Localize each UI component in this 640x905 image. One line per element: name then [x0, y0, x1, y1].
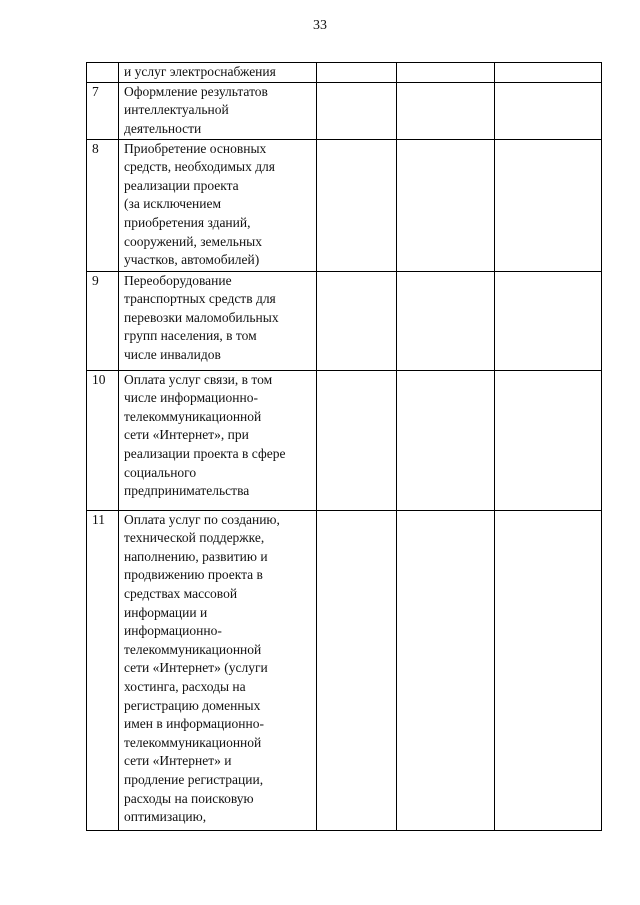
expense-name-line: сооружений, земельных — [124, 233, 262, 249]
amount-cell-1 — [317, 370, 397, 510]
amount-cell-1 — [317, 139, 397, 271]
expense-name-line: транспортных средств для — [124, 291, 276, 307]
expense-name-line: реализации проекта — [124, 177, 239, 193]
row-number-cell: 10 — [87, 370, 119, 510]
expense-name-line: расходы на поисковую — [124, 790, 254, 806]
expense-name-line: технической поддержке, — [124, 530, 265, 546]
page-number: 33 — [313, 18, 327, 33]
table-row — [87, 510, 602, 830]
expense-name-line: телекоммуникационной — [124, 641, 262, 657]
expense-name-line: Оплата услуг по созданию, — [124, 511, 280, 527]
row-number-cell: 11 — [87, 510, 119, 830]
expense-name-line: предпринимательства — [124, 483, 250, 499]
amount-cell-3 — [495, 510, 602, 830]
expense-name-cell — [119, 370, 317, 510]
expense-name-line: средств, необходимых для — [124, 159, 276, 175]
row-number-cell — [87, 63, 119, 83]
expense-name-line: участков, автомобилей) — [124, 252, 260, 268]
amount-cell-2 — [397, 510, 495, 830]
amount-cell-2 — [397, 139, 495, 271]
amount-cell-3 — [495, 370, 602, 510]
amount-cell-3 — [495, 139, 602, 271]
amount-cell-1 — [317, 510, 397, 830]
expense-name-line: информационно- — [124, 623, 222, 639]
amount-cell-3 — [495, 82, 602, 139]
expense-name-cell — [119, 82, 317, 139]
expense-name-line: сети «Интернет», при — [124, 427, 249, 443]
table-row — [87, 139, 602, 271]
amount-cell-1 — [317, 271, 397, 370]
budget-table — [86, 62, 602, 831]
expense-name-line: Приобретение основных — [124, 140, 267, 156]
amount-cell-2 — [397, 271, 495, 370]
expense-name-line: деятельности — [124, 120, 202, 136]
table-row — [87, 370, 602, 510]
expense-name-line: имен в информационно- — [124, 716, 264, 732]
row-number-cell: 8 — [87, 139, 119, 271]
expense-name-line: Оплата услуг связи, в том — [124, 371, 273, 387]
expense-name-line: продвижению проекта в — [124, 567, 263, 583]
expense-name-line: регистрацию доменных — [124, 697, 261, 713]
expense-name-line: (за исключением — [124, 196, 222, 212]
expense-name-line: числе инвалидов — [124, 346, 221, 362]
table-body — [87, 63, 602, 831]
amount-cell-2 — [397, 370, 495, 510]
expense-name-line: телекоммуникационной — [124, 408, 262, 424]
expense-name-line: социального — [124, 464, 197, 480]
expense-name-line: числе информационно- — [124, 390, 258, 406]
expense-name-line: приобретения зданий, — [124, 214, 251, 230]
expense-name-line: наполнению, развитию и — [124, 548, 268, 564]
expense-name-cell — [119, 63, 317, 83]
expense-name-line: Переоборудование — [124, 272, 232, 288]
expense-name-line: телекоммуникационной — [124, 734, 262, 750]
expense-name-line: средствах массовой — [124, 585, 238, 601]
amount-cell-1 — [317, 82, 397, 139]
expense-name-cell — [119, 139, 317, 271]
expense-name-line: продление регистрации, — [124, 771, 264, 787]
amount-cell-3 — [495, 63, 602, 83]
expense-name-line: сети «Интернет» (услуги — [124, 660, 268, 676]
amount-cell-2 — [397, 63, 495, 83]
amount-cell-1 — [317, 63, 397, 83]
expense-name-line: и услуг электроснабжения — [124, 64, 276, 79]
expense-name-line: реализации проекта в сфере — [124, 445, 286, 461]
expense-name-cell — [119, 271, 317, 370]
amount-cell-3 — [495, 271, 602, 370]
expense-name-line: оптимизацию, — [124, 809, 207, 825]
expense-name-line: информации и — [124, 604, 208, 620]
table-row — [87, 63, 602, 83]
row-number-cell: 9 — [87, 271, 119, 370]
expense-name-cell — [119, 510, 317, 830]
row-number-cell: 7 — [87, 82, 119, 139]
expense-name-line: сети «Интернет» и — [124, 753, 232, 769]
expense-name-line: хостинга, расходы на — [124, 678, 246, 694]
expense-name-line: групп населения, в том — [124, 328, 257, 344]
amount-cell-2 — [397, 82, 495, 139]
expense-name-line: интеллектуальной — [124, 102, 229, 118]
table-row — [87, 271, 602, 370]
table-row — [87, 82, 602, 139]
expense-name-line: перевозки маломобильных — [124, 309, 279, 325]
expense-name-line: Оформление результатов — [124, 83, 268, 99]
